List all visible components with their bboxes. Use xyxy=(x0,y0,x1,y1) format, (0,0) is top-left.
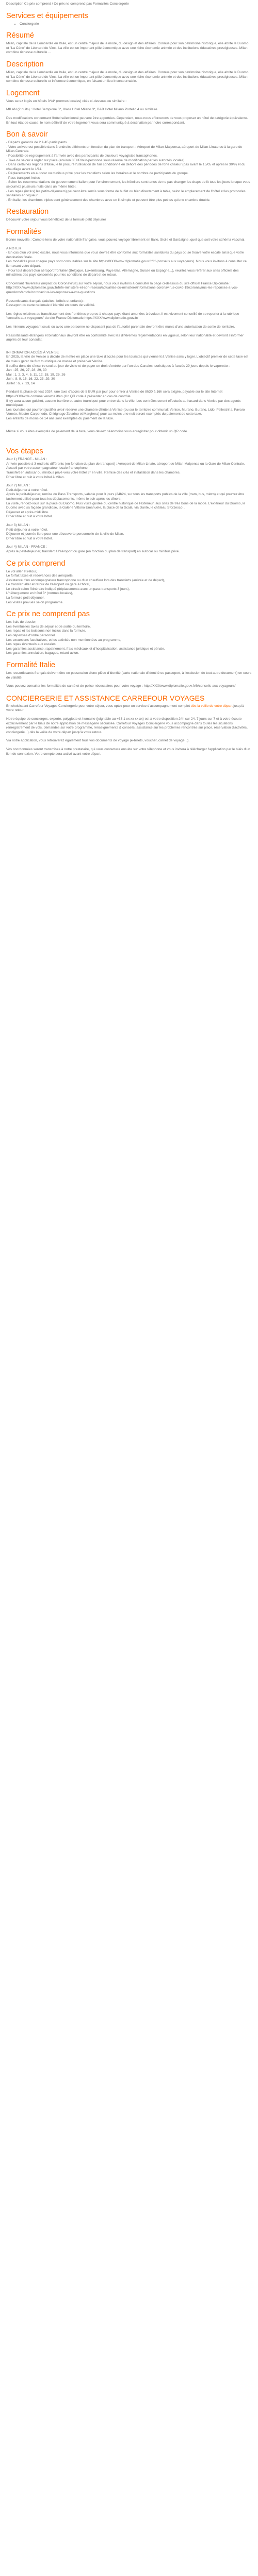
formalites-line: Les règles relatives au franchissement des frontières propres à chaque pays étant amenées à évoluer, il est vivement conseillé de se reporter à la rubrique "conseils aux voyageurs" du site France Diplomatie,https://XXX/www.diplomatie.gouv.fr/ xyxy=(6,312,239,320)
formalites-line: Concernant l'Inventeur (impact du Coronavirus) sur votre séjour, nous vous invitons à consulter la page ci-dessous du site officiel France Diplomatie : http://XXX/www.diplomatie.gouv.fr/fr/le-ministere-et-son-reseau/actualites-du-ministere/informations-coronavirus-covid-19/coronavirus-les-reponses-a-vos-questions/article/coronavirus-les-reponses-a-vos-questions xyxy=(6,281,238,294)
bon-a-savoir-line: - Déplacements en autocar ou minibus privé pour les transferts selon les horaires et le nombre de participants du groupe. xyxy=(6,172,189,176)
page-title: Description Ce prix comprend / Ce prix ne comprend pas Formalités Conciergerie xyxy=(6,2,129,6)
formalites-line: Bonne nouvelle : Compte tenu de votre nationalité française, vous pouvez voyager librement en Italie, Sicile et Sardaigne, quel que soit votre schéma vaccinal. xyxy=(6,238,246,242)
bon-a-savoir-line: - Possibilité de regroupement à l'arrivée avec des participants de plusieurs voyagistes francophones. xyxy=(6,154,158,158)
prix-comprend-line: Les visites prévues selon programme. xyxy=(6,600,64,604)
bon-a-savoir-line: - Selon les recommandations du gouvernement italien pour l'environnement, les hôteliers sont tenus de ne pas changer les draps de lit tous les jours lorsque vous séjournez plusieurs nuits dans un même hôtel. xyxy=(6,180,250,189)
bon-a-savoir-line: - Les repas (inclus) les petits-déjeuners) peuvent être servis sous forme de buffet ou bien directement à table, selon le emplacement de l'hôtel et les protocoles sanitaires en vigueur. xyxy=(6,189,246,198)
etapes-line: Dîner libre et nuit à votre hôtel. xyxy=(6,515,53,519)
formalite-italie-line: Les ressortissants français doivent être en possession d'une pièce d'identité (carte nationale d'identité ou passeport, à l'exclusion de tout autre document) en cours de validité. xyxy=(6,671,252,680)
formalites-line: - En cas d'un vol avec escale, nous vous informons que vous devrez être conforme aux formalités sanitaires du pays où se trouve votre escale ainsi que votre destination finale. xyxy=(6,251,244,259)
logement-body xyxy=(6,99,252,125)
bon-a-savoir-line: - Départs garantis de 2 à 45 participants. xyxy=(6,141,68,145)
conciergerie-body xyxy=(6,704,252,756)
prix-comprend-body xyxy=(6,570,252,605)
formalites-line: Ressortissants étrangers et binationaux devront être en conformité avec les différentes réglementations en vigueur, selon leur nationalité et devront s'informer auprès de leur consulat. xyxy=(6,333,244,342)
description-heading: Description xyxy=(6,60,44,69)
etapes-line: La visite, rendez-vous sur la place du Duomo. Puis visite guidée du centre historique de l'extérieur, aux sites de très bons de la mode. L'extérieur du Duomo, le Duomo avec sa façade grandiose, la Galerie Vittorio Emanuele, la place de la Scala, via Dante, le château Sforzesco... xyxy=(6,501,246,510)
formalites-line: Il suffira donc de s'inscrire seul au jour de visite et de payer un droit d'entrée par l'un des Canales touristiques à l'accès 29 jours depuis le vaporetto : xyxy=(6,364,230,368)
formalites-line: Passeport ou carte nationale d'identité en cours de validité. xyxy=(6,303,95,308)
resume-heading: Résumé xyxy=(6,31,34,40)
formalites-line: Pendant la phase de test 2024, une taxe d'accès de 5 EUR par jour pour entrer à Venise de 8h30 à 16h sera exigée, payable sur le site Internet https://XXX/cda.comune.venezia.it/en (Un QR code à présenter en cas de contrôle. xyxy=(6,390,223,399)
formalites-line: Les enfants de moins de 14 ans sont exemptés du paiement de la taxe. xyxy=(6,417,114,421)
etapes-line: Déjeuner et après-midi libre. xyxy=(6,510,49,514)
etapes-line: Transfert en autocar ou minibus privé vers votre hôtel 3* en ville. Remise des clés et installation dans les chambres. xyxy=(6,471,181,474)
restauration-heading: Restauration xyxy=(6,208,49,216)
prix-ne-comprend-line: Les éventuelles taxes de séjour et de sortie du territoire, xyxy=(6,624,91,629)
formalites-line: Ressortissants français (adultes, bébés et enfants) : xyxy=(6,299,85,303)
prix-ne-comprend-line: Les excursions facultatives, et les activités non mentionnées au programme, xyxy=(6,638,121,642)
etapes-line: Arrivée possible à 3 endroits différents (en fonction du plan de transport) : Aéroport de Milan-Linate, aéroport de Milan-Malpensa ou la Gare de Milan-Centrale. Accueil par votre accompagnateur locale francophone. xyxy=(6,462,245,470)
conciergerie-intro-end: jusqu'à votre retour. xyxy=(6,704,245,713)
conciergerie-line: Vos coordonnées seront transmises à notre prestataire, qui vous contactera ensuite sur votre téléphone et vous invitera à télécharger l'application par le biais d'un lien de connexion. Votre compte sera activé avant votre départ. xyxy=(6,747,250,756)
logement-line: MILAN (2 nuits) : Hotel Sempione 3*, Klass Hôtel Milano 3*, B&B Hôtel Milano Portello 4 ou similaire. xyxy=(6,108,158,112)
etapes-line: Petit-déjeuner à votre hôtel. xyxy=(6,488,49,492)
prix-ne-comprend-line: Les garanties annulation, bagages, retard avion. xyxy=(6,651,79,655)
prix-comprend-heading: Ce prix comprend xyxy=(6,559,66,568)
bon-a-savoir-line: - En Italie, les chambres triples sont généralement des chambres avec un lit simple et peuvent être plus petites qu'une chambre double. xyxy=(6,198,211,202)
etapes-line: Jour 3) MILAN : xyxy=(6,523,30,527)
prix-ne-comprend-line: Les repas éventuels aux escales xyxy=(6,642,56,647)
etapes-line: Jour 1) FRANCE - MILAN : xyxy=(6,457,47,462)
prix-comprend-line: Assistance d'un accompagnateur francophone ou d'un chauffeur lors des transferts (arrivée et de départ), xyxy=(6,578,165,582)
prix-comprend-line: La formule petit déjeuner, xyxy=(6,596,45,600)
formalites-body xyxy=(6,238,252,442)
etapes-line: Déjeuner et journée libre pour une découverte personnelle de la ville de Milan. xyxy=(6,532,124,536)
prix-comprend-line: Le circuit selon l'itinéraire indiqué (déplacements avec un pass transports 3 jours), xyxy=(6,587,130,591)
page-content xyxy=(0,2,258,756)
logement-line: Des modifications concernant l'hôtel sélectionné peuvent être apportées. Cependant, nous nous efforcerons de vous proposer un hôtel de catégorie équivalente. En tout état de cause, le nom définitif de votre logement vous sera communiqué à destination par notre correspondant. xyxy=(6,116,248,125)
formalites-line: Les touristes qui pourront justifier avoir réservé une chambre d'hôtel à Venise (ou sur le territoire communal: Venise, Murano, Burano, Lido, Pellestrina, Favaro Veneto, Mestre-Carpenedo, Chirignago-Zelarino et Marghera) pour au moins une nuit seront exemptés du paiement de cette taxe. xyxy=(6,408,245,416)
prix-comprend-line: Le vol aller et retour, xyxy=(6,569,37,573)
resume-text: Milan, capitale de la Lombardie en Italie, est un centre majeur de la mode, du design et des affaires. Connue pour son patrimoine historique, elle abrite le Duomo et "La Cène" de Léonard de Vinci. La ville est un important pôle économique avec une riche économie animée et des institutions éducatives prestigieuses. Milan combine richesse culturelle ... xyxy=(6,42,249,55)
prix-comprend-line: Le forfait taxes et redevances des aéroports, xyxy=(6,574,74,578)
services-list xyxy=(6,22,252,27)
formalites-line: A NOTER xyxy=(6,246,21,250)
formalite-italie-heading: Formalité Italie xyxy=(6,661,56,669)
conciergerie-heading: CONCIERGERIE ET ASSISTANCE CARREFOUR VOYAGES xyxy=(6,693,205,702)
restauration-text: Découvrir votre séjour vous bénéficiez de la formule petit déjeuner xyxy=(6,218,106,222)
bon-a-savoir-line: - Taxe de séjour à régler sur place (environ 8EUR/nuit/personne sous réserve de modification par les autorités locales). xyxy=(6,158,186,162)
bon-a-savoir-heading: Bon à savoir xyxy=(6,130,48,139)
formalites-line: - Pour tout départ d'un aéroport frontalier (Belgique, Luxembourg, Pays-Bas, Allemagne, Suisse ou Espagne...), veuillez vous référer aux sites officiels des ministères des pays concernés pour les conditions de départ et de retour. xyxy=(6,268,239,277)
formalite-italie-body xyxy=(6,671,252,689)
prix-ne-comprend-body xyxy=(6,620,252,656)
etapes-line: Après le petit-déjeuner, remise du Pass Transports, valable pour 3 jours (24h24, sur tous les transports publics de la ville (tram, bus, métro) et qui pourrez être facilement utilisé pour tous les déplacements, même le soir après les dîners. xyxy=(6,493,245,501)
list-item: • Conciergerie xyxy=(20,22,252,27)
logement-line: Vous serez logés en hôtels 3*/4* (normes locales) cités ci-dessous ou similaire : xyxy=(6,99,127,103)
conciergerie-intro-highlight: dès la veille de votre départ xyxy=(190,704,233,708)
vos-etapes-body xyxy=(6,457,252,554)
etapes-line: Dîner libre et nuit à votre hôtel. xyxy=(6,536,53,540)
logement-heading: Logement xyxy=(6,89,40,97)
etapes-line: Jour 4) MILAN - FRANCE : xyxy=(6,545,47,549)
formalites-line: Il n'y aura aucun guichet, aucune barrière ou autre tourniquet pour entrer dans la ville. Les contrôles seront effectués au hasard dans Venise par des agents municipaux. xyxy=(6,399,241,408)
prix-comprend-line: Le transfert aller et retour de l'aéroport ou gare à l'hôtel, xyxy=(6,583,90,587)
prix-ne-comprend-line: Les garanties assistance, rapatriement, frais médicaux et d'hospitalisation, assistance juridique et pénale, xyxy=(6,647,165,651)
bon-a-savoir-line: - Dans certaines régions d'Italie, le tri procuré l'utilisation de l'air conditionné en dehors des périodes de forte chaleur (pas avant le 15/05 et après le 30/9) et du chauffage avant le 1/11. xyxy=(6,163,246,171)
bon-a-savoir-line: - Pass transport inclus xyxy=(6,176,40,180)
prix-ne-comprend-line: Les repas et les boissons non inclus dans la formule, xyxy=(6,629,86,633)
prix-ne-comprend-line: Les frais de dossier, xyxy=(6,620,37,624)
formalites-line: INFORMATION ACCÈS À VENISE xyxy=(6,350,59,354)
bon-a-savoir-body xyxy=(6,141,252,202)
prix-ne-comprend-heading: Ce prix ne comprend pas xyxy=(6,610,90,619)
vos-etapes-heading: Vos étapes xyxy=(6,447,43,456)
etapes-line: Après le petit-déjeuner, transfert à l'aéroport ou gare (en fonction du plan de transport) en autocar ou minibus privé. xyxy=(6,549,180,553)
conciergerie-line: Via notre application, vous retrouverez également tous vos documents de voyage (e-billets, voucher, carnet de voyage...). xyxy=(6,739,190,743)
prix-ne-comprend-line: Les dépenses d'ordre personnel xyxy=(6,634,55,638)
formalites-line: Les modalités pour chaque pays sont consultables sur le site https://XXX/www.diplomatie.gouv.fr/fr/ (conseils aux voyageurs). Nous vous invitons à consulter ce lien avant votre départ. xyxy=(6,260,247,268)
conciergerie-line: Notre équipe de concierges, experte, polyglotte et humaine (joignable au +33 1 xx xx xx xx) est à votre disposition 24h sur 24, 7 jours sur 7 et à votre écoute exclusivement par le biais de notre application de messagerie sécurisée. Carrefour Voyages Conciergerie vous accompagne dans toutes les situations (enregistrement de vols, demandes sur votre programme, renseignements & conseils, assistance sur les problèmes rencontrés sur place, réservation d'activités, conciergerie...) dès la veille de votre départ jusqu'à votre retour. xyxy=(6,717,248,734)
formalites-line: Jan : 25, 26, 27, 28, 29, 30 xyxy=(6,368,47,372)
formalites-line: Les mineurs voyageant seuls ou avec une personne ne disposant pas de l'autorité parentale devront être munis d'une autorisation de sortie de territoire. xyxy=(6,325,235,329)
etapes-line: Jour 2) MILAN : xyxy=(6,484,30,488)
services-heading: Services et équipements xyxy=(6,11,88,20)
conciergerie-intro-text: En choisissant Carrefour Voyages Conciergerie pour votre séjour, vous optez pour un service d'accompagnement complet xyxy=(6,704,191,708)
formalites-line: Juin : 8, 9, 15, 16, 22, 23, 29, 30 xyxy=(6,377,55,381)
bon-a-savoir-line: - Votre arrivée est possible dans 3 endroits différents en fonction du plan de transport : Aéroport de Milan-Malpensa, aéroport de Milan-Linate ou à la gare de Milan-Centrale. xyxy=(6,145,243,154)
etapes-line: Dîner libre et nuit à votre hôtel à Milan. xyxy=(6,475,65,479)
formalites-line: En 2025, la ville de Venise a décidé de mettre en place une taxe d'accès pour les touristes qui viennent à Venise sans y loger. L'objectif premier de cette taxe est de mieux gérer de flux touristique de masse et préserver Venise. xyxy=(6,355,249,363)
formalites-line: Juillet : 6, 7, 13, 14 xyxy=(6,381,35,385)
formalites-line: Mai : 1, 2, 3, 4, 5, 11, 12, 18, 19, 25, 26 xyxy=(6,372,66,377)
formalite-italie-line: Vous pouvez consulter les formalités de santé et de police nécessaires pour votre voyage : http://XXX/www.diplomatie.gouv.fr/fr/conseils-aux-voyageurs/ xyxy=(6,684,236,688)
formalites-line: Même si vous êtes exemptés de paiement de la taxe, vous devrez néanmoins vous enregistrer pour obtenir un QR code. xyxy=(6,429,188,433)
conciergerie-intro xyxy=(6,704,252,713)
prix-comprend-line: L'hébergement en hôtel 3* (normes locales), xyxy=(6,591,73,596)
formalites-heading: Formalités xyxy=(6,228,41,236)
etapes-line: Petit-déjeuner à votre hôtel. xyxy=(6,528,49,532)
description-text: Milan, capitale de la Lombardie en Italie, est un centre majeur de la mode, du design et des affaires. Connue pour son patrimoine historique, elle abrite le Duomo et "La Cène" de Léonard de Vinci. La ville est un important pôle économique avec une riche économie animée et des institutions éducatives prestigieuses. Milan combine richesse culturelle et influence économique, en faisant un lieu incontournable. xyxy=(6,70,249,83)
